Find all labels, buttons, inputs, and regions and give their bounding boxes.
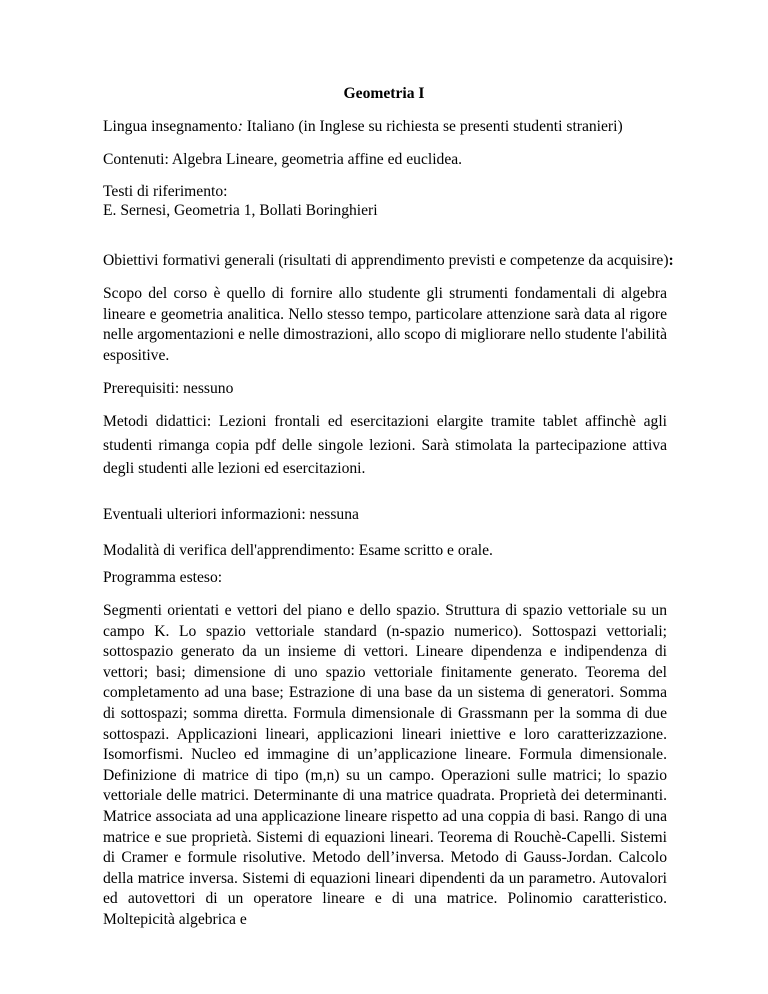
language-label: Lingua insegnamento (103, 118, 238, 135)
references-label: Testi di riferimento: (103, 183, 228, 200)
document-title: Geometria I (343, 85, 425, 102)
objectives-heading (103, 251, 674, 271)
prerequisites-line: Prerequisiti: nessuno (103, 380, 234, 397)
objectives-colon: : (668, 252, 674, 269)
language-value: Italiano (in Inglese su richiesta se presenti studenti stranieri) (242, 118, 623, 135)
program-paragraph: Segmenti orientati e vettori del piano e dello spazio. Struttura di spazio vettoriale su un campo K. Lo spazio vettoriale standard (n-spazio numerico). Sottospazi vettoriali; sottospazio generato da un insieme di vettori. Lineare dipendenza e indipendenza di vettori; basi; dimensione di uno spazio vettoriale finitamente generato. Teorema del completamento ad una base; Estrazione di una base da un sistema di generatori. Somma di sottospazi; somma diretta. Formula dimensionale di Grassmann per la somma di due sottospazi. Applicazioni lineari, applicazioni lineari iniettive e loro caratterizzazione. Isomorfismi. Nucleo ed immagine di un’applicazione lineare. Formula dimensionale. Definizione di matrice di tipo (m,n) su un campo. Operazioni sulle matrici; lo spazio vettoriale delle matrici. Determinante di una matrice quadrata. Proprietà dei determinanti. Matrice associata ad una applicazione lineare rispetto ad una coppia di basi. Rango di una matrice e sue proprietà. Sistemi di equazioni lineari. Teorema di Rouchè-Capelli. Sistemi di Cramer e formule risolutive. Metodo dell’inversa. Metodo di Gauss-Jordan. Calcolo della matrice inversa. Sistemi di equazioni lineari dipendenti da un parametro. Autovalori ed autovettori di un operatore lineare e di una matrice. Polinomio caratteristico. Moltepicità algebrica e (103, 602, 667, 928)
language-colon: : (237, 118, 243, 135)
assessment-line: Modalità di verifica dell'apprendimento: Esame scritto e orale. (103, 542, 493, 559)
program-label: Programma esteso: (103, 569, 223, 586)
language-line (103, 117, 623, 137)
references-value: E. Sernesi, Geometria 1, Bollati Boringhieri (103, 202, 378, 219)
contents-line: Contenuti: Algebra Lineare, geometria affine ed euclidea. (103, 151, 463, 168)
further-info-line: Eventuali ulteriori informazioni: nessuna (103, 506, 359, 523)
methods-paragraph: Metodi didattici: Lezioni frontali ed esercitazioni elargite tramite tablet affinchè agli studenti rimanga copia pdf delle singole lezioni. Sarà stimolata la partecipazione attiva degli studenti alle lezioni ed esercitazioni. (103, 413, 667, 477)
objectives-paragraph: Scopo del corso è quello di fornire allo studente gli strumenti fondamentali di algebra lineare e geometria analitica. Nello stesso tempo, particolare attenzione sarà data al rigore nelle argomentazioni e nelle dimostrazioni, allo scopo di migliorare nello studente l'abilità espositive. (103, 285, 667, 364)
objectives-label: Obiettivi formativi generali (risultati di apprendimento previsti e competenze da acquisire) (103, 252, 669, 269)
